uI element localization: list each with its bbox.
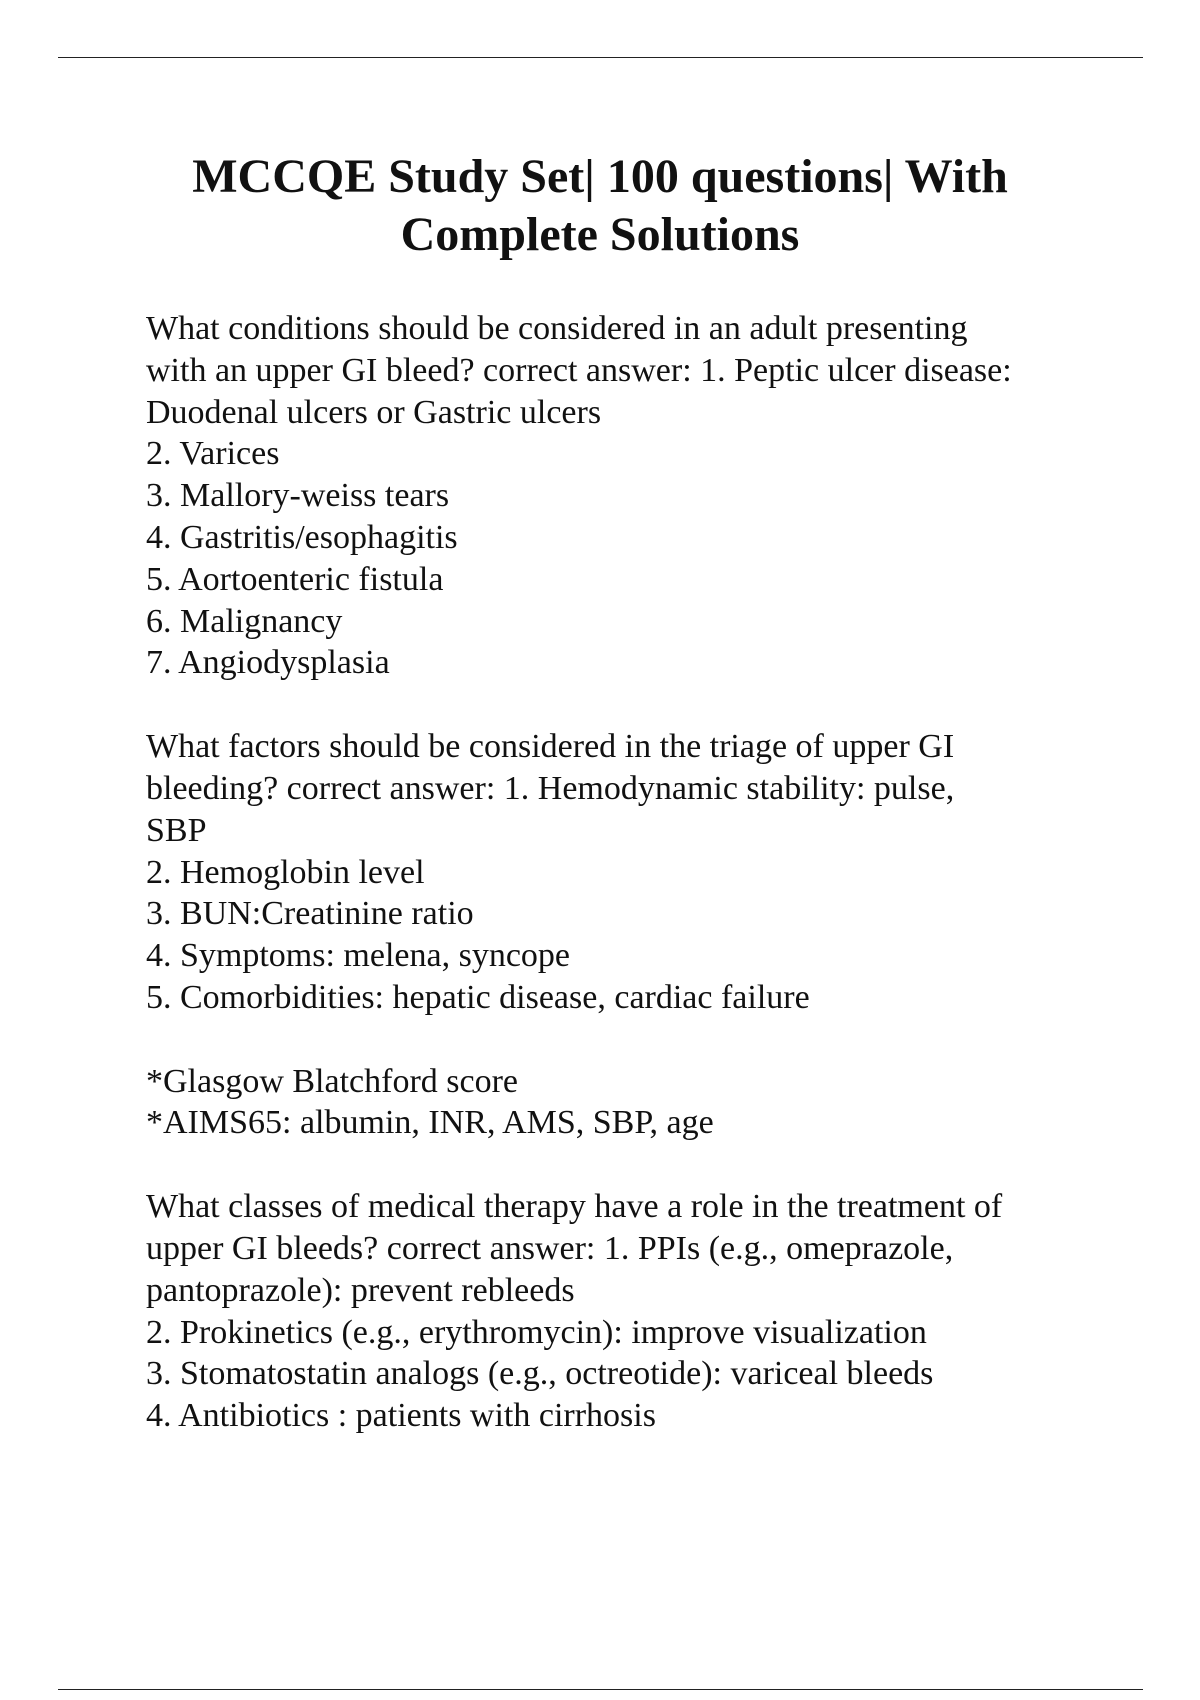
question-1-line: 6. Malignancy (146, 602, 343, 640)
question-item-2 (146, 726, 1146, 1144)
question-1-line: 7. Angiodysplasia (146, 644, 390, 682)
question-2-line: SBP (146, 811, 207, 849)
title-line-1: MCCQE Study Set| 100 questions| With (192, 150, 1008, 203)
question-2-line: 3. BUN:Creatinine ratio (146, 895, 474, 933)
question-2-line: 5. Comorbidities: hepatic disease, cardiac failure (146, 978, 810, 1016)
question-3-line: upper GI bleeds? correct answer: 1. PPIs (e.g., omeprazole, (146, 1229, 954, 1267)
question-1-line: 3. Mallory-weiss tears (146, 477, 450, 515)
title-line-2: Complete Solutions (400, 208, 800, 261)
question-1-line: with an upper GI bleed? correct answer: 1. Peptic ulcer disease: (146, 351, 1012, 389)
document-title (60, 148, 1140, 264)
question-3-line: 4. Antibiotics : patients with cirrhosis (146, 1397, 656, 1435)
paragraph-gap (146, 1019, 1146, 1061)
footer-rule (58, 1689, 1143, 1690)
question-item-1 (146, 308, 1146, 684)
question-1-line: 2. Varices (146, 435, 280, 473)
question-3-line: pantoprazole): prevent rebleeds (146, 1271, 575, 1309)
question-3-line: 2. Prokinetics (e.g., erythromycin): improve visualization (146, 1313, 927, 1351)
question-list (146, 308, 1146, 1479)
question-3-line: 3. Stomatostatin analogs (e.g., octreotide): variceal bleeds (146, 1355, 934, 1393)
question-2-line: What factors should be considered in the triage of upper GI (146, 728, 955, 766)
question-2-line: 2. Hemoglobin level (146, 853, 425, 891)
question-2-line: *Glasgow Blatchford score (146, 1062, 519, 1100)
header-rule (58, 57, 1143, 58)
question-1-line: What conditions should be considered in an adult presenting (146, 310, 968, 347)
question-2-line: 4. Symptoms: melena, syncope (146, 937, 571, 975)
question-2-line: bleeding? correct answer: 1. Hemodynamic stability: pulse, (146, 769, 955, 807)
question-1-line: 5. Aortoenteric fistula (146, 560, 444, 598)
question-1-line: Duodenal ulcers or Gastric ulcers (146, 393, 602, 431)
question-3-line: What classes of medical therapy have a role in the treatment of (146, 1188, 1003, 1226)
question-item-3 (146, 1186, 1146, 1437)
question-2-line: *AIMS65: albumin, INR, AMS, SBP, age (146, 1104, 714, 1142)
question-1-line: 4. Gastritis/esophagitis (146, 518, 458, 556)
